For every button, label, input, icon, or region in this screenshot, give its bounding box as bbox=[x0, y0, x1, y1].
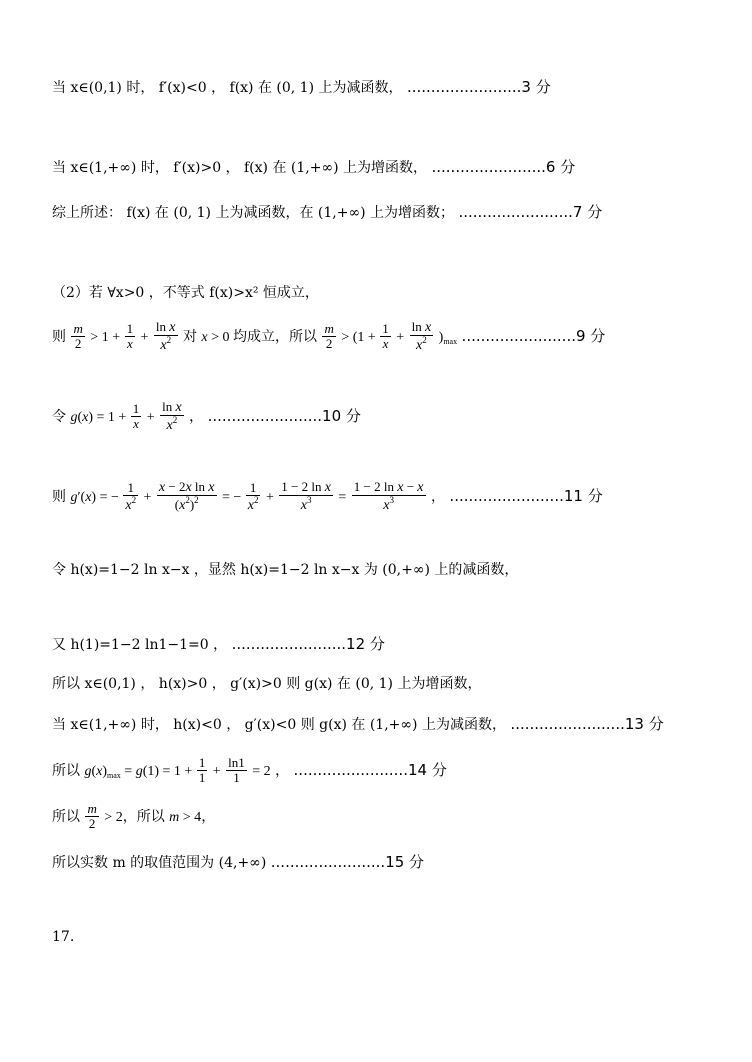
solution-line-10 bbox=[52, 677, 481, 691]
solution-line-14 bbox=[52, 855, 424, 870]
solution-line-5: 则 $\frac{m}{2}$ > 1 + $\frac{1}{x}$ + $\frac{\text{ln x}}{x^2}$ 对 x > 0 均成立，所以 $\frac{m}{2}$ > (1 + $\frac{1}{x}$ + $\frac{\text{ln x}}{x^2}$ )$_{max}$ ........................9 分 bbox=[52, 319, 606, 354]
line-text: 当 x∈(1,+∞) 时， h(x)<0 ， g′(x)<0 则 g(x) 在 (1,+∞) 上为减函数， bbox=[52, 717, 506, 733]
solution-line-7: 则 g′(x) = − $\frac{1}{x^2}$ + $\frac{\text{x − 2x ln x}}{(x^2)^2}$ = − $\frac{1}{x^2}$ + $\frac{\text{1 − 2 ln x}}{x^3}$ = $\frac{\text{1 − 2 ln x − x}}{x^3}$ ， ........................11 分 bbox=[52, 479, 603, 514]
solution-line-8 bbox=[52, 563, 518, 577]
score-marker: ........................13 分 bbox=[510, 715, 664, 733]
line-text: 当 x∈(0,1) 时， f′(x)<0 ， f(x) 在 (0, 1) 上为减函数， bbox=[52, 80, 403, 96]
line-text: 令 h(x)=1−2 ln x−x ，显然 h(x)=1−2 ln x−x 为 (0,+∞) 上的减函数， bbox=[52, 562, 519, 578]
score-marker: ........................10 分 bbox=[207, 406, 361, 425]
score-marker: ........................12 分 bbox=[231, 635, 385, 653]
score-marker: ........................14 分 bbox=[293, 760, 447, 779]
score-marker: ........................9 分 bbox=[461, 326, 606, 345]
line-text: 所以实数 m 的取值范围为 (4,+∞) bbox=[52, 855, 267, 871]
question-17-number: 17. bbox=[52, 929, 75, 945]
score-marker: ........................3 分 bbox=[406, 78, 551, 96]
solution-line-4 bbox=[52, 286, 319, 300]
solution-line-3 bbox=[52, 205, 602, 220]
solution-line-6: 令 g(x) = 1 + $\frac{1}{x}$ + $\frac{\text{ln x}}{x^2}$ ， ........................10 分 bbox=[52, 399, 361, 434]
line-text: 又 h(1)=1−2 ln1−1=0 ， bbox=[52, 637, 228, 653]
score-marker: ........................6 分 bbox=[431, 158, 576, 176]
solution-line-13: 所以 $\frac{m}{2}$ > 2，所以 m > 4， bbox=[52, 801, 216, 832]
solution-line-9 bbox=[52, 637, 385, 652]
solution-line-1 bbox=[52, 80, 551, 95]
solution-line-2 bbox=[52, 160, 575, 175]
score-marker: ........................7 分 bbox=[458, 203, 603, 221]
solution-line-12: 所以 $g(x)_{max} = g(1) = 1$ + $\frac{1}{1}$ + $\frac{\ln 1}{1}$ = 2 ， ........................14 分 bbox=[52, 755, 447, 786]
line-text: 综上所述： f(x) 在 (0, 1) 上为减函数，在 (1,+∞) 上为增函数； bbox=[52, 205, 455, 221]
score-marker: ........................11 分 bbox=[449, 486, 603, 505]
line-text: （2）若 ∀x>0 ，不等式 f(x)>x² 恒成立， bbox=[52, 285, 319, 301]
line-text: 所以 x∈(0,1) ， h(x)>0 ， g′(x)>0 则 g(x) 在 (0, 1) 上为增函数， bbox=[52, 676, 482, 692]
solution-line-11 bbox=[52, 717, 664, 732]
line-text: 当 x∈(1,+∞) 时， f′(x)>0 ， f(x) 在 (1,+∞) 上为增函数， bbox=[52, 160, 428, 176]
score-marker: ........................15 分 bbox=[270, 853, 425, 871]
